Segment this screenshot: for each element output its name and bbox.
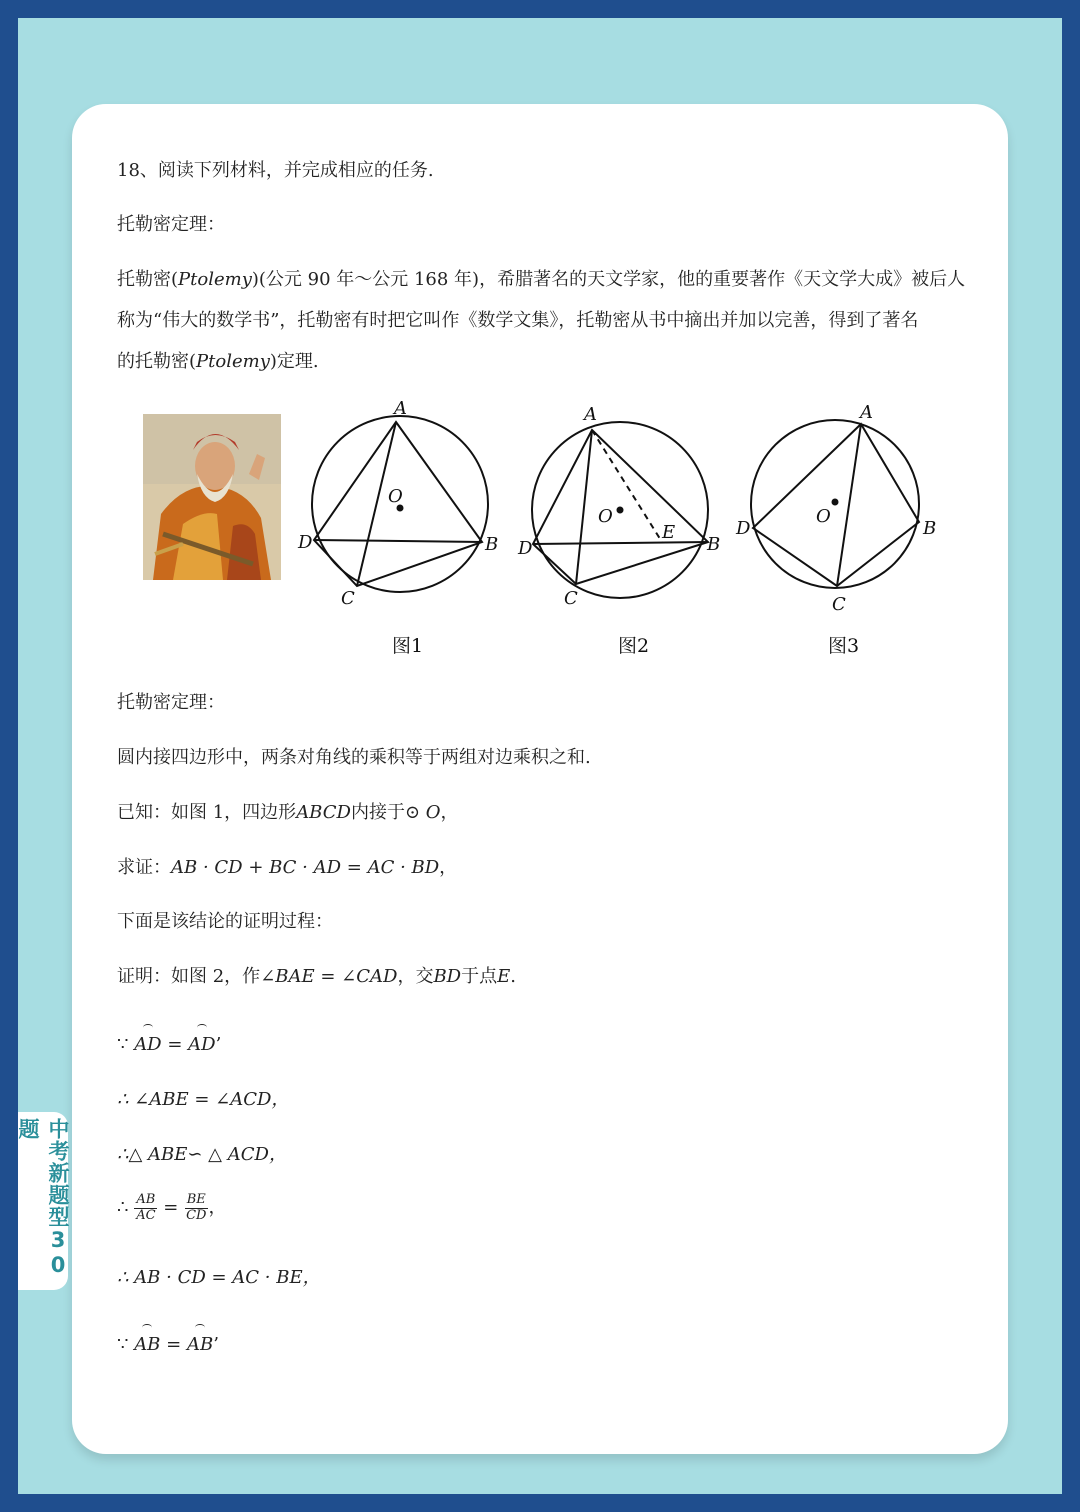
- proof-step-3: ∴△ ABE∽ △ ACD，: [117, 1144, 287, 1165]
- fig1-diag-bd: [314, 540, 482, 542]
- section-title: 托勒密定理：: [117, 214, 225, 235]
- fig1-label-o: O: [388, 486, 403, 507]
- fig3-label-a: A: [860, 402, 873, 423]
- fig2-label-c: C: [564, 588, 578, 609]
- intro-line-1: 托勒密(Ptolemy)(公元 90 年～公元 168 年)，希腊著名的天文学家，他的重要著作《天文学大成》被后人: [117, 269, 966, 290]
- fig1-label-b: B: [485, 534, 499, 555]
- question-header: 18、阅读下列材料，并完成相应的任务.: [117, 160, 434, 181]
- fig2-diag-bd: [533, 542, 708, 544]
- fig3-center-dot: [832, 499, 839, 506]
- proof-step-6: ∵ AB = AB’: [117, 1334, 219, 1355]
- fig1-caption: 图1: [392, 635, 424, 657]
- proof-intro: 下面是该结论的证明过程：: [117, 911, 333, 932]
- fig2-diag-ac: [576, 430, 592, 584]
- fig1-label-c: C: [341, 588, 355, 609]
- prove-line: 求证：AB · CD + BC · AD = AC · BD，: [117, 857, 458, 878]
- fig2-label-d: D: [518, 538, 533, 559]
- fraction-be-cd: $\frac{BE}{CD}$: [186, 1192, 207, 1223]
- intro-line-2: 称为“伟大的数学书”，托勒密有时把它叫作《数学文集》，托勒密从书中摘出并加以完善，得到了著名: [117, 310, 919, 331]
- fig2-label-b: B: [707, 534, 721, 555]
- fig2-caption: 图2: [618, 635, 650, 657]
- fig3-label-d: D: [736, 518, 751, 539]
- side-label: 中考新题型30题: [16, 1118, 70, 1278]
- proof-step-5: ∴ AB · CD = AC · BE，: [117, 1267, 321, 1288]
- section-title-2: 托勒密定理：: [117, 692, 225, 713]
- fig3-caption: 图3: [828, 635, 860, 657]
- fig1-label-a: A: [394, 398, 407, 419]
- fig2-label-a: A: [584, 404, 597, 425]
- theorem-statement: 圆内接四边形中，两条对角线的乘积等于两组对边乘积之和.: [117, 747, 591, 768]
- fraction-ab-ac: $\frac{AB}{AC}$: [136, 1192, 156, 1223]
- fig2-label-e: E: [662, 522, 676, 543]
- geometry-figures: [140, 398, 960, 678]
- proof-start: 证明：如图 2，作∠BAE = ∠CAD，交BD于点E.: [117, 966, 516, 987]
- fig1-label-d: D: [298, 532, 313, 553]
- fig2-label-o: O: [598, 506, 613, 527]
- fig3-label-c: C: [832, 594, 846, 615]
- proof-step-4: ∴ $\frac{AB}{AC}$ = $\frac{BE}{CD}$ ，: [117, 1192, 227, 1223]
- fig2-center-dot: [617, 507, 624, 514]
- intro-line-3: 的托勒密(Ptolemy)定理.: [117, 351, 319, 372]
- proof-step-2: ∴ ∠ABE = ∠ACD，: [117, 1089, 290, 1110]
- fig3-diag-ac: [837, 424, 861, 586]
- fig3-label-o: O: [816, 506, 831, 527]
- proof-step-1: ∵ AD = AD’: [117, 1034, 222, 1055]
- fig3-label-b: B: [923, 518, 937, 539]
- given-line: 已知：如图 1，四边形ABCD内接于⊙ O，: [117, 802, 459, 823]
